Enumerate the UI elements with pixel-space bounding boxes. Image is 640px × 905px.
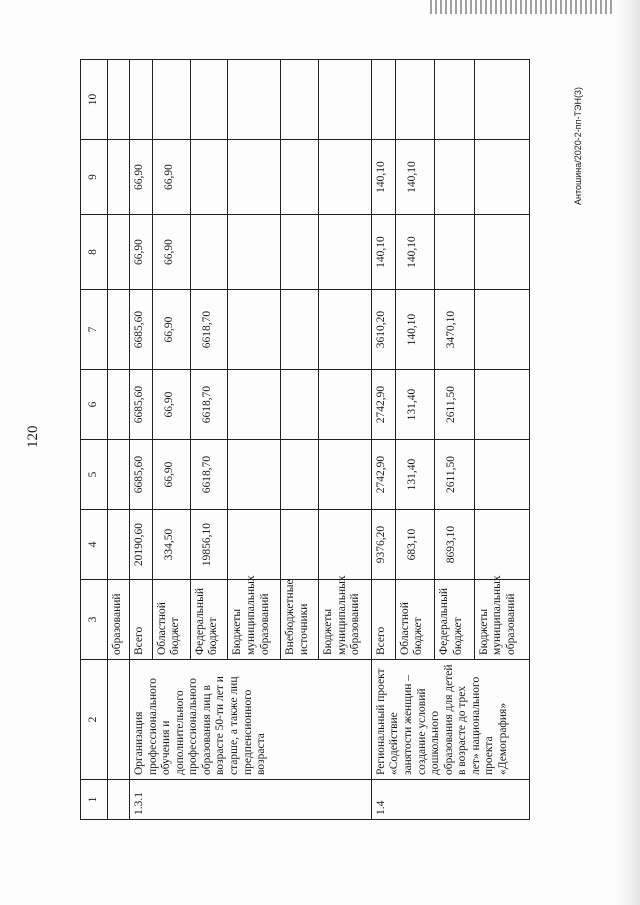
item-number: 1.4: [371, 780, 529, 820]
source-cell: Бюджеты муниципальных образований: [474, 580, 529, 660]
value-cell: [319, 440, 372, 510]
value-cell: 6618,70: [190, 290, 228, 370]
source-cell: Внебюджетные источники: [281, 580, 319, 660]
value-cell: 683,10: [395, 510, 435, 580]
value-cell: [474, 290, 529, 370]
source-cell: Областной бюджет: [152, 580, 190, 660]
value-cell: [281, 215, 319, 290]
value-cell: [319, 140, 372, 215]
value-cell: 131,40: [395, 440, 435, 510]
table-row: [130, 60, 153, 820]
value-cell: 19856,10: [190, 510, 228, 580]
source-cell: Всего: [371, 580, 395, 660]
value-cell: 140,10: [395, 290, 435, 370]
value-cell: [435, 140, 475, 215]
value-cell: 3610,20: [371, 290, 395, 370]
value-cell: 66,90: [152, 215, 190, 290]
value-cell: [319, 510, 372, 580]
source-cell: Федеральный бюджет: [435, 580, 475, 660]
value-cell: [281, 510, 319, 580]
value-cell: [281, 60, 319, 140]
scan-edge-shadow: [612, 0, 640, 905]
budget-table: [80, 59, 530, 820]
value-cell: 2742,90: [371, 370, 395, 440]
value-cell: 2611,50: [435, 440, 475, 510]
value-cell: [319, 290, 372, 370]
value-cell: [474, 440, 529, 510]
header-cell: 6: [81, 370, 108, 440]
item-number: 1.3.1: [130, 780, 372, 820]
footer-note: Антошина/2020-2-пп-ТЭН(3): [573, 87, 583, 205]
value-cell: [319, 215, 372, 290]
table-cell: [108, 60, 130, 140]
value-cell: [190, 60, 228, 140]
value-cell: [395, 60, 435, 140]
value-cell: [152, 60, 190, 140]
value-cell: [228, 215, 281, 290]
value-cell: [281, 440, 319, 510]
table-cell: [108, 660, 130, 780]
value-cell: [435, 60, 475, 140]
value-cell: [228, 290, 281, 370]
value-cell: 3470,10: [435, 290, 475, 370]
header-cell: 1: [81, 780, 108, 820]
value-cell: 6618,70: [190, 370, 228, 440]
value-cell: 140,10: [371, 215, 395, 290]
value-cell: [281, 370, 319, 440]
header-cell: 10: [81, 60, 108, 140]
header-cell: 2: [81, 660, 108, 780]
header-cell: 9: [81, 140, 108, 215]
value-cell: 334,50: [152, 510, 190, 580]
header-cell: 4: [81, 510, 108, 580]
source-cell: Всего: [130, 580, 153, 660]
value-cell: [228, 510, 281, 580]
scan-artifact-top: [430, 0, 640, 14]
value-cell: [190, 215, 228, 290]
header-row: [81, 60, 108, 820]
value-cell: [319, 60, 372, 140]
value-cell: [281, 140, 319, 215]
value-cell: [228, 60, 281, 140]
value-cell: [371, 60, 395, 140]
value-cell: [435, 215, 475, 290]
table-cell: [108, 510, 130, 580]
value-cell: [474, 215, 529, 290]
value-cell: 6685,60: [130, 440, 153, 510]
value-cell: [281, 290, 319, 370]
value-cell: 6685,60: [130, 370, 153, 440]
value-cell: 8693,10: [435, 510, 475, 580]
value-cell: [474, 140, 529, 215]
source-cell: Бюджеты муниципальных образований: [228, 580, 281, 660]
table-row: [371, 60, 395, 820]
value-cell: [474, 510, 529, 580]
value-cell: 66,90: [152, 140, 190, 215]
value-cell: [228, 440, 281, 510]
value-cell: 66,90: [152, 370, 190, 440]
value-cell: 131,40: [395, 370, 435, 440]
value-cell: 66,90: [130, 140, 153, 215]
value-cell: 140,10: [371, 140, 395, 215]
value-cell: [319, 370, 372, 440]
table-cell: [108, 780, 130, 820]
value-cell: 66,90: [152, 440, 190, 510]
value-cell: 140,10: [395, 215, 435, 290]
source-cell: Федеральный бюджет: [190, 580, 228, 660]
value-cell: 6618,70: [190, 440, 228, 510]
source-cell: Бюджеты муниципальных образований: [319, 580, 372, 660]
header-cell: 5: [81, 440, 108, 510]
header-cell: 3: [81, 580, 108, 660]
value-cell: 2611,50: [435, 370, 475, 440]
value-cell: 140,10: [395, 140, 435, 215]
table-row: [108, 60, 130, 820]
value-cell: [228, 140, 281, 215]
value-cell: 6685,60: [130, 290, 153, 370]
value-cell: 20190,60: [130, 510, 153, 580]
source-cell: образований: [108, 580, 130, 660]
value-cell: 9376,20: [371, 510, 395, 580]
page-number: 120: [25, 425, 41, 448]
value-cell: [474, 370, 529, 440]
item-name: Региональный проект «Содействие занятости женщин – создание условий дошкольного образования для детей в возрасте до трех лет» национального проекта «Демография»: [371, 660, 529, 780]
table-cell: [108, 290, 130, 370]
value-cell: [474, 60, 529, 140]
item-name: Организация профессионального обучения и дополнительного профессионального образования лиц в возрасте 50-ти лет и старше, а также лиц предпенсионного возраста: [130, 660, 372, 780]
value-cell: [190, 140, 228, 215]
value-cell: 66,90: [130, 215, 153, 290]
header-cell: 8: [81, 215, 108, 290]
value-cell: [228, 370, 281, 440]
table-cell: [108, 140, 130, 215]
table-cell: [108, 440, 130, 510]
source-cell: Областной бюджет: [395, 580, 435, 660]
rotated-table-wrapper: [80, 60, 530, 820]
value-cell: [130, 60, 153, 140]
value-cell: 66,90: [152, 290, 190, 370]
value-cell: 2742,90: [371, 440, 395, 510]
header-cell: 7: [81, 290, 108, 370]
table-cell: [108, 215, 130, 290]
table-cell: [108, 370, 130, 440]
